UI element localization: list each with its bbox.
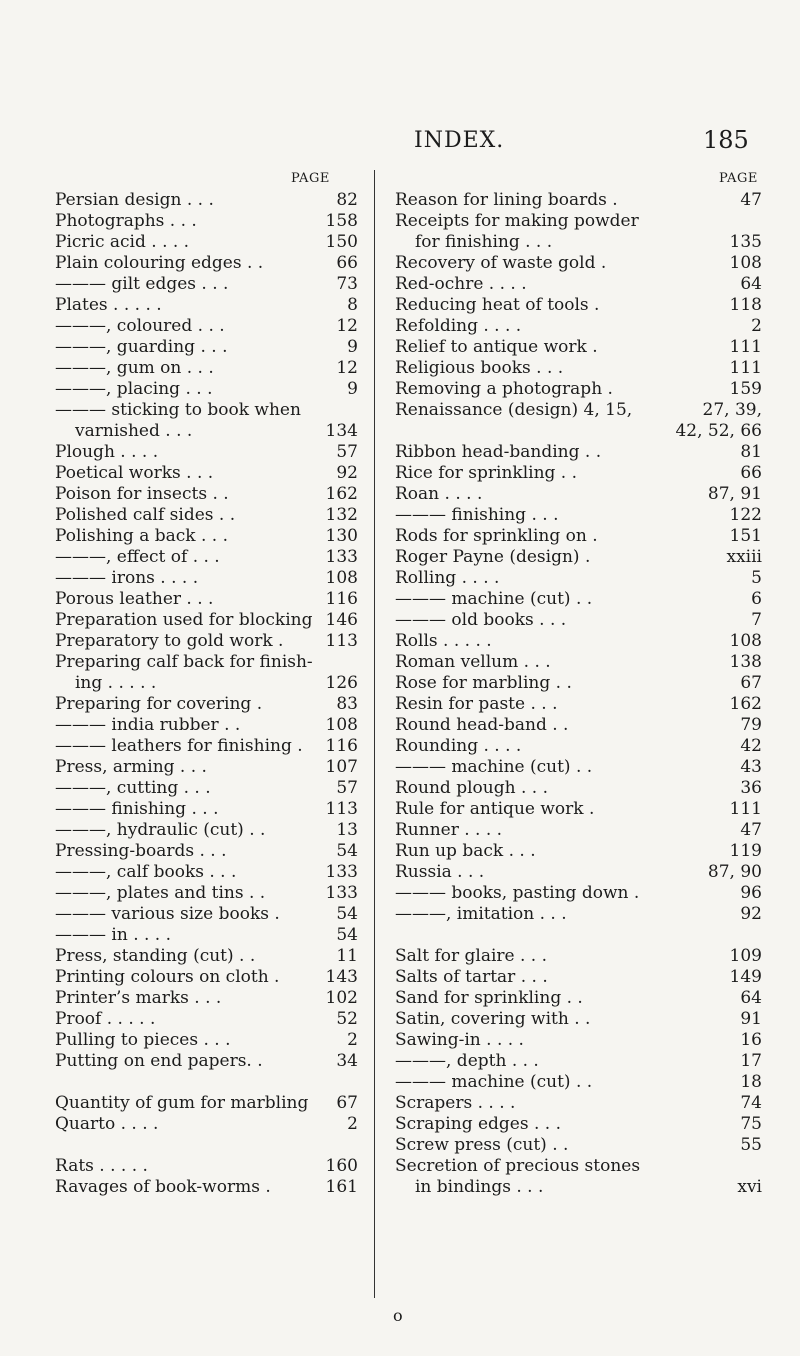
entry-page-ref: 126 [325, 673, 358, 693]
index-entry [55, 862, 358, 883]
entry-term: Rounding . . . . [395, 736, 522, 756]
index-entry [395, 610, 762, 631]
index-entry [395, 1072, 762, 1093]
entry-page-ref: 42, 52, 66 [675, 421, 762, 441]
index-entry [55, 694, 358, 715]
entry-page-ref: 74 [740, 1093, 762, 1113]
entry-term: ——— old books . . . [395, 610, 567, 630]
entry-page-ref: 82 [336, 190, 358, 210]
entry-term: Satin, covering with . . [395, 1009, 591, 1029]
entry-term: Reason for lining boards . [395, 190, 618, 210]
entry-term: Secretion of precious stones [395, 1156, 641, 1176]
index-entry [55, 715, 358, 736]
index-entry [55, 232, 358, 253]
right-page-heading: PAGE [719, 171, 758, 186]
entry-page-ref: 116 [325, 589, 358, 609]
entry-term: Roger Payne (design) . [395, 547, 591, 567]
entry-term: ———, depth . . . [395, 1051, 539, 1071]
entry-page-ref: 107 [325, 757, 358, 777]
index-entry [395, 1030, 762, 1051]
entry-term: Plates . . . . . [55, 295, 162, 315]
entry-term: Removing a photograph . [395, 379, 613, 399]
column-divider [374, 170, 375, 1298]
index-entry [395, 673, 762, 694]
entry-term: in bindings . . . [415, 1177, 544, 1197]
entry-page-ref: 87, 90 [707, 862, 762, 882]
index-entry [395, 1156, 762, 1177]
index-entry [55, 211, 358, 232]
entry-term: ———, gum on . . . [55, 358, 214, 378]
entry-term: Ravages of book-worms . [55, 1177, 271, 1197]
entry-page-ref: xvi [737, 1177, 762, 1197]
index-entry [395, 694, 762, 715]
entry-term: Rats . . . . . [55, 1156, 148, 1176]
index-entry [395, 484, 762, 505]
entry-term: Sand for sprinkling . . [395, 988, 583, 1008]
entry-term: ——— machine (cut) . . [395, 1072, 593, 1092]
entry-term: ing . . . . . [75, 673, 157, 693]
entry-page-ref: 83 [336, 694, 358, 714]
section-gap [55, 1135, 358, 1156]
entry-page-ref: 130 [325, 526, 358, 546]
entry-term: Picric acid . . . . [55, 232, 190, 252]
entry-page-ref: 91 [740, 1009, 762, 1029]
entry-term: ———, guarding . . . [55, 337, 228, 357]
index-entry [55, 1114, 358, 1135]
index-entry [55, 631, 358, 652]
entry-term: Round plough . . . [395, 778, 548, 798]
entry-term: Polished calf sides . . [55, 505, 236, 525]
index-entry [395, 988, 762, 1009]
index-entry [55, 589, 358, 610]
entry-page-ref: 81 [740, 442, 762, 462]
index-entry [55, 1093, 358, 1114]
entry-term: ——— gilt edges . . . [55, 274, 229, 294]
entry-term: Plough . . . . [55, 442, 159, 462]
index-entry [55, 799, 358, 820]
index-entry [55, 1030, 358, 1051]
index-entry [395, 1114, 762, 1135]
index-entry [395, 505, 762, 526]
entry-page-ref: 36 [740, 778, 762, 798]
index-entry [55, 1009, 358, 1030]
index-entry [55, 484, 358, 505]
entry-page-ref: 132 [325, 505, 358, 525]
index-entry [55, 883, 358, 904]
index-entry [55, 316, 358, 337]
entry-term: Screw press (cut) . . [395, 1135, 569, 1155]
index-entry [55, 568, 358, 589]
entry-page-ref: 9 [347, 379, 358, 399]
entry-page-ref: 109 [729, 946, 762, 966]
entry-term: Printing colours on cloth . [55, 967, 280, 987]
entry-page-ref: 67 [740, 673, 762, 693]
index-entry [395, 337, 762, 358]
entry-page-ref: 108 [729, 253, 762, 273]
entry-term: ———, calf books . . . [55, 862, 237, 882]
entry-term: Proof . . . . . [55, 1009, 156, 1029]
entry-term: Receipts for making powder [395, 211, 639, 231]
entry-page-ref: 9 [347, 337, 358, 357]
entry-page-ref: 66 [336, 253, 358, 273]
entry-term: ——— machine (cut) . . [395, 589, 593, 609]
index-entry [395, 526, 762, 547]
index-entry [395, 799, 762, 820]
entry-term: Preparing calf back for finish- [55, 652, 313, 672]
entry-page-ref: 111 [729, 337, 762, 357]
entry-term: Putting on end papers. . [55, 1051, 263, 1071]
entry-page-ref: 12 [336, 316, 358, 336]
entry-term: Rice for sprinkling . . [395, 463, 578, 483]
entry-term: varnished . . . [75, 421, 193, 441]
entry-term: Recovery of waste gold . [395, 253, 607, 273]
index-entry [395, 400, 762, 421]
index-entry [55, 988, 358, 1009]
entry-page-ref: 43 [740, 757, 762, 777]
index-entry [395, 358, 762, 379]
entry-page-ref: 133 [325, 547, 358, 567]
index-entry [55, 274, 358, 295]
entry-page-ref: 64 [740, 274, 762, 294]
entry-term: ———, effect of . . . [55, 547, 220, 567]
index-entry [55, 904, 358, 925]
entry-page-ref: 54 [336, 925, 358, 945]
index-entry [55, 1177, 358, 1198]
entry-page-ref: 66 [740, 463, 762, 483]
entry-term: Press, standing (cut) . . [55, 946, 256, 966]
entry-term: Persian design . . . [55, 190, 214, 210]
entry-page-ref: 79 [740, 715, 762, 735]
entry-page-ref: 55 [740, 1135, 762, 1155]
entry-term: Porous leather . . . [55, 589, 214, 609]
entry-page-ref: 11 [336, 946, 358, 966]
index-entry [395, 295, 762, 316]
entry-term: ———, cutting . . . [55, 778, 211, 798]
entry-page-ref: 6 [751, 589, 762, 609]
index-entry [55, 295, 358, 316]
entry-page-ref: 47 [740, 190, 762, 210]
index-entry [395, 568, 762, 589]
entry-term: Scrapers . . . . [395, 1093, 516, 1113]
entry-page-ref: 13 [336, 820, 358, 840]
page-number: 185 [703, 126, 749, 154]
index-entry [395, 841, 762, 862]
index-entry [55, 547, 358, 568]
entry-term: Poison for insects . . [55, 484, 229, 504]
entry-page-ref: 146 [325, 610, 358, 630]
entry-page-ref: 54 [336, 904, 358, 924]
entry-page-ref: 138 [729, 652, 762, 672]
index-entry [395, 463, 762, 484]
index-entry [55, 1156, 358, 1177]
entry-page-ref: 2 [751, 316, 762, 336]
index-entry [55, 253, 358, 274]
entry-term: Run up back . . . [395, 841, 536, 861]
entry-page-ref: 113 [325, 799, 358, 819]
left-page-heading: PAGE [291, 171, 330, 186]
entry-term: Renaissance (design) 4, 15, [395, 400, 633, 420]
index-entry [395, 631, 762, 652]
entry-term: Ribbon head-banding . . [395, 442, 602, 462]
index-entry [55, 1051, 358, 1072]
index-entry [55, 841, 358, 862]
entry-page-ref: 116 [325, 736, 358, 756]
entry-page-ref: 12 [336, 358, 358, 378]
index-entry [55, 925, 358, 946]
index-entry [395, 253, 762, 274]
entry-term: Scraping edges . . . [395, 1114, 562, 1134]
entry-page-ref: 96 [740, 883, 762, 903]
entry-page-ref: 134 [325, 421, 358, 441]
entry-page-ref: 42 [740, 736, 762, 756]
index-entry [55, 337, 358, 358]
entry-page-ref: 150 [325, 232, 358, 252]
entry-term: Runner . . . . [395, 820, 503, 840]
entry-page-ref: 52 [336, 1009, 358, 1029]
entry-term: Rolls . . . . . [395, 631, 492, 651]
index-entry [395, 274, 762, 295]
entry-page-ref: 118 [729, 295, 762, 315]
index-entry [55, 946, 358, 967]
entry-term: Rolling . . . . [395, 568, 500, 588]
entry-page-ref: 113 [325, 631, 358, 651]
entry-term: ——— irons . . . . [55, 568, 199, 588]
index-entry [395, 757, 762, 778]
index-entry [55, 967, 358, 988]
entry-term: ——— leathers for finishing . [55, 736, 303, 756]
entry-page-ref: 73 [336, 274, 358, 294]
entry-page-ref: 160 [325, 1156, 358, 1176]
entry-term: ——— machine (cut) . . [395, 757, 593, 777]
entry-page-ref: 54 [336, 841, 358, 861]
index-entry [55, 778, 358, 799]
entry-term: Preparation used for blocking [55, 610, 313, 630]
entry-page-ref: 92 [740, 904, 762, 924]
entry-page-ref: 87, 91 [707, 484, 762, 504]
entry-page-ref: 158 [325, 211, 358, 231]
entry-page-ref: 151 [729, 526, 762, 546]
entry-term: Refolding . . . . [395, 316, 522, 336]
entry-term: Religious books . . . [395, 358, 564, 378]
entry-term: Pressing-boards . . . [55, 841, 227, 861]
section-gap [395, 925, 762, 946]
entry-term: Preparing for covering . [55, 694, 263, 714]
entry-page-ref: xxiii [726, 547, 762, 567]
entry-term: ——— books, pasting down . [395, 883, 640, 903]
entry-term: Poetical works . . . [55, 463, 214, 483]
entry-page-ref: 111 [729, 799, 762, 819]
entry-term: ——— sticking to book when [55, 400, 301, 420]
entry-term: Relief to antique work . [395, 337, 598, 357]
index-entry [395, 736, 762, 757]
entry-term: ——— various size books . [55, 904, 280, 924]
index-entry [55, 400, 358, 421]
entry-term: ———, coloured . . . [55, 316, 225, 336]
index-entry [395, 967, 762, 988]
index-entry [55, 652, 358, 673]
entry-term: ———, placing . . . [55, 379, 213, 399]
index-entry [395, 316, 762, 337]
index-entry [395, 904, 762, 925]
entry-page-ref: 133 [325, 883, 358, 903]
entry-term: Photographs . . . [55, 211, 197, 231]
entry-term: Salt for glaire . . . [395, 946, 548, 966]
entry-page-ref: 108 [325, 568, 358, 588]
signature-mark: o [393, 1306, 403, 1325]
index-entry [395, 778, 762, 799]
entry-page-ref: 143 [325, 967, 358, 987]
entry-page-ref: 16 [740, 1030, 762, 1050]
entry-page-ref: 67 [336, 1093, 358, 1113]
entry-page-ref: 149 [729, 967, 762, 987]
entry-page-ref: 102 [325, 988, 358, 1008]
entry-term: Printer’s marks . . . [55, 988, 222, 1008]
entry-term: Salts of tartar . . . [395, 967, 548, 987]
entry-page-ref: 57 [336, 442, 358, 462]
index-entry [55, 820, 358, 841]
index-entry [55, 757, 358, 778]
index-entry [395, 1051, 762, 1072]
entry-page-ref: 64 [740, 988, 762, 1008]
index-entry [55, 526, 358, 547]
entry-page-ref: 57 [336, 778, 358, 798]
index-entry [55, 610, 358, 631]
index-entry [55, 673, 358, 694]
entry-term: ———, plates and tins . . [55, 883, 266, 903]
entry-term: Reducing heat of tools . [395, 295, 600, 315]
index-entry [395, 715, 762, 736]
entry-term: Plain colouring edges . . [55, 253, 264, 273]
index-entry [55, 463, 358, 484]
entry-term: ——— in . . . . [55, 925, 172, 945]
entry-page-ref: 108 [325, 715, 358, 735]
index-entry [395, 862, 762, 883]
right-index-column [395, 190, 762, 1198]
left-index-column [55, 190, 358, 1198]
entry-term: ——— india rubber . . [55, 715, 241, 735]
entry-page-ref: 119 [729, 841, 762, 861]
index-entry [55, 736, 358, 757]
entry-page-ref: 18 [740, 1072, 762, 1092]
section-gap [55, 1072, 358, 1093]
index-entry [395, 190, 762, 211]
index-entry [395, 946, 762, 967]
entry-page-ref: 159 [729, 379, 762, 399]
entry-term: ——— finishing . . . [55, 799, 219, 819]
entry-term: Quarto . . . . [55, 1114, 159, 1134]
entry-term: Roan . . . . [395, 484, 483, 504]
entry-page-ref: 2 [347, 1114, 358, 1134]
entry-page-ref: 92 [336, 463, 358, 483]
entry-term: Quantity of gum for marbling [55, 1093, 309, 1113]
index-entry [55, 379, 358, 400]
entry-page-ref: 108 [729, 631, 762, 651]
entry-term: Red-ochre . . . . [395, 274, 527, 294]
entry-term: Press, arming . . . [55, 757, 207, 777]
entry-page-ref: 5 [751, 568, 762, 588]
entry-page-ref: 8 [347, 295, 358, 315]
entry-term: ———, imitation . . . [395, 904, 567, 924]
entry-page-ref: 75 [740, 1114, 762, 1134]
entry-term: Resin for paste . . . [395, 694, 558, 714]
index-entry [395, 589, 762, 610]
index-entry [395, 1093, 762, 1114]
index-entry [395, 211, 762, 232]
entry-page-ref: 111 [729, 358, 762, 378]
index-entry [395, 1135, 762, 1156]
entry-term: Pulling to pieces . . . [55, 1030, 231, 1050]
index-entry [395, 421, 762, 442]
entry-term: Round head-band . . [395, 715, 569, 735]
index-entry [395, 1177, 762, 1198]
entry-term: ———, hydraulic (cut) . . [55, 820, 266, 840]
entry-term: Preparatory to gold work . [55, 631, 284, 651]
entry-term: Rods for sprinkling on . [395, 526, 598, 546]
index-entry [55, 505, 358, 526]
entry-term: Polishing a back . . . [55, 526, 229, 546]
index-entry [395, 883, 762, 904]
entry-page-ref: 133 [325, 862, 358, 882]
entry-term: Sawing-in . . . . [395, 1030, 524, 1050]
entry-page-ref: 161 [325, 1177, 358, 1197]
entry-page-ref: 7 [751, 610, 762, 630]
index-entry [55, 358, 358, 379]
index-entry [55, 421, 358, 442]
entry-page-ref: 17 [740, 1051, 762, 1071]
entry-term: Rule for antique work . [395, 799, 595, 819]
index-entry [395, 652, 762, 673]
index-entry [395, 379, 762, 400]
index-entry [395, 1009, 762, 1030]
index-entry [395, 232, 762, 253]
entry-term: ——— finishing . . . [395, 505, 559, 525]
index-entry [395, 820, 762, 841]
entry-page-ref: 162 [729, 694, 762, 714]
entry-page-ref: 47 [740, 820, 762, 840]
entry-page-ref: 2 [347, 1030, 358, 1050]
entry-term: for finishing . . . [415, 232, 553, 252]
entry-page-ref: 135 [729, 232, 762, 252]
index-entry [395, 547, 762, 568]
index-entry [395, 442, 762, 463]
entry-term: Russia . . . [395, 862, 485, 882]
running-title: INDEX. [414, 128, 505, 153]
entry-term: Rose for marbling . . [395, 673, 572, 693]
entry-page-ref: 122 [729, 505, 762, 525]
index-entry [55, 190, 358, 211]
entry-page-ref: 162 [325, 484, 358, 504]
entry-page-ref: 27, 39, [702, 400, 762, 420]
entry-term: Roman vellum . . . [395, 652, 551, 672]
entry-page-ref: 34 [336, 1051, 358, 1071]
index-entry [55, 442, 358, 463]
